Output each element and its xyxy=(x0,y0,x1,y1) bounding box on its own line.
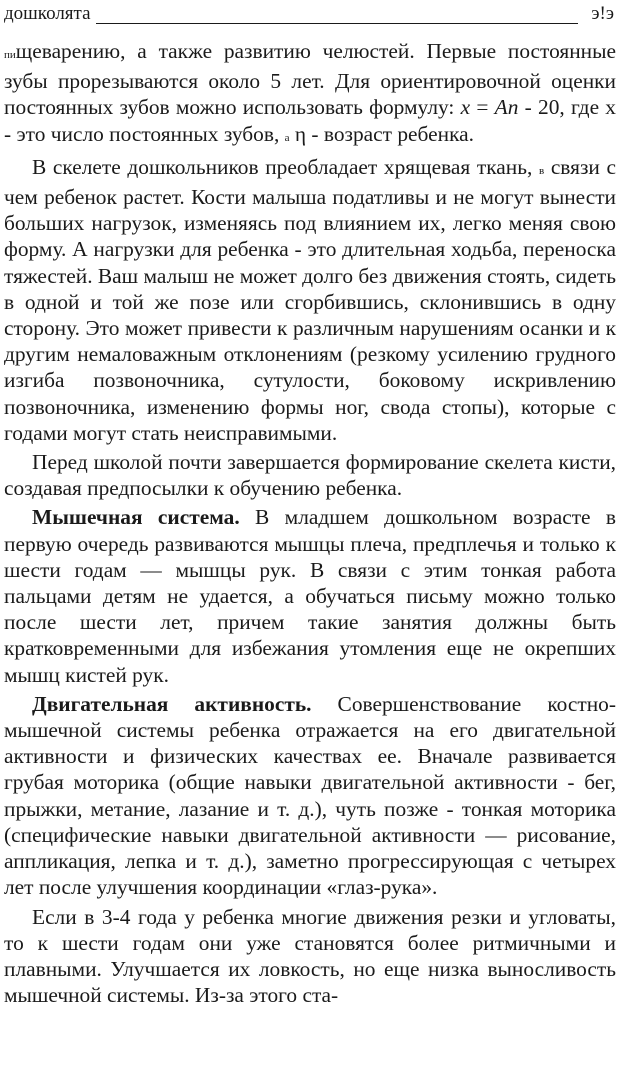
formula-term-an: An xyxy=(494,95,519,120)
paragraph-hand-skeleton: Перед школой почти завершается формирование скелета кисти, создавая предпосылки к обучению ребенка. xyxy=(4,450,616,501)
text-span: η - возраст ребенка. xyxy=(289,121,475,146)
paragraph-muscle-system xyxy=(4,504,616,687)
fragment-prefix: пи xyxy=(4,49,16,61)
paragraph-motor-activity xyxy=(4,691,616,901)
text-span: В младшем дошкольном возрасте в первую очередь развиваются мышцы плеча, предплечья и только к шести годам — мышцы рук. В связи с этим тонкая работа пальцами детям не удается, а обучаться письму можно только после шести лет, причем такие занятия должны быть кратковременными для избежания утомления еще не окрепших мышц кистей рук. xyxy=(4,505,616,687)
header-title: дошколята xyxy=(4,3,91,24)
text-span: - 20, где x - это число постоянных зубов, xyxy=(4,95,616,146)
running-header xyxy=(4,2,614,28)
body-text xyxy=(4,38,616,1011)
section-title-motor-activity: Двигательная активность. xyxy=(32,691,312,716)
text-span: Совершенствование костно-мышечной системы ребенка отражается на его двигательной активности и физических качествах ее. Вначале развивается грубая моторика (общие навыки двигательной активности - бег, прыжки, метание, лазание и т. д.), чуть позже - тонкая моторика (специфические навыки двигательной активности — рисование, аппликация, лепка и т. д.), заметно прогрессирующая с четырех лет после улучшения координации «глаз-рука». xyxy=(4,691,616,900)
header-rule xyxy=(96,23,578,24)
paragraph-digestion-teeth xyxy=(4,38,616,151)
fragment-letter: а xyxy=(284,131,290,144)
text-span: В скелете дошкольников преобладает хрящевая ткань, xyxy=(32,154,539,179)
text-span: связи с чем ребенок растет. Кости малыша податливы и не могут вынести больших нагрузок, изменяясь под влиянием их, легко меняя свою форму. А нагрузки для ребенка - это длительная ходьба, переноска тяжестей. Ваш малыш не может долго без движения стоять, сидеть в одной и той же позе или сгорбившись, склонившись в одну сторону. Это может привести к различным нарушениям осанки и к другим немаловажным отклонениям (резкому усилению грудного изгиба позвоночника, сутулости, боковому искривлению позвоночника, изменению формы ног, свода стопы), которые с годами могут стать неисправимыми. xyxy=(4,154,616,445)
text-span: щеварению, а также развитию челюстей. Первые постоянные зубы прорезываются около 5 лет. Для ориентировочной оценки постоянных зубов можно использовать формулу: xyxy=(4,39,616,120)
fragment-letter: в xyxy=(538,164,545,177)
section-title-muscle-system: Мышечная система. xyxy=(32,505,240,530)
formula-variable-x: x xyxy=(460,95,471,120)
paragraph-skeleton xyxy=(4,154,616,446)
header-page-number: э!э xyxy=(591,3,614,24)
paragraph-movements: Если в 3-4 года у ребенка многие движения резки и угловаты, то к шести годам они уже становятся более ритмичными и плавными. Улучшается их ловкость, но еще низка выносливость мышечной системы. Из-за этого ста- xyxy=(4,904,616,1008)
formula-equals: = xyxy=(470,95,495,120)
